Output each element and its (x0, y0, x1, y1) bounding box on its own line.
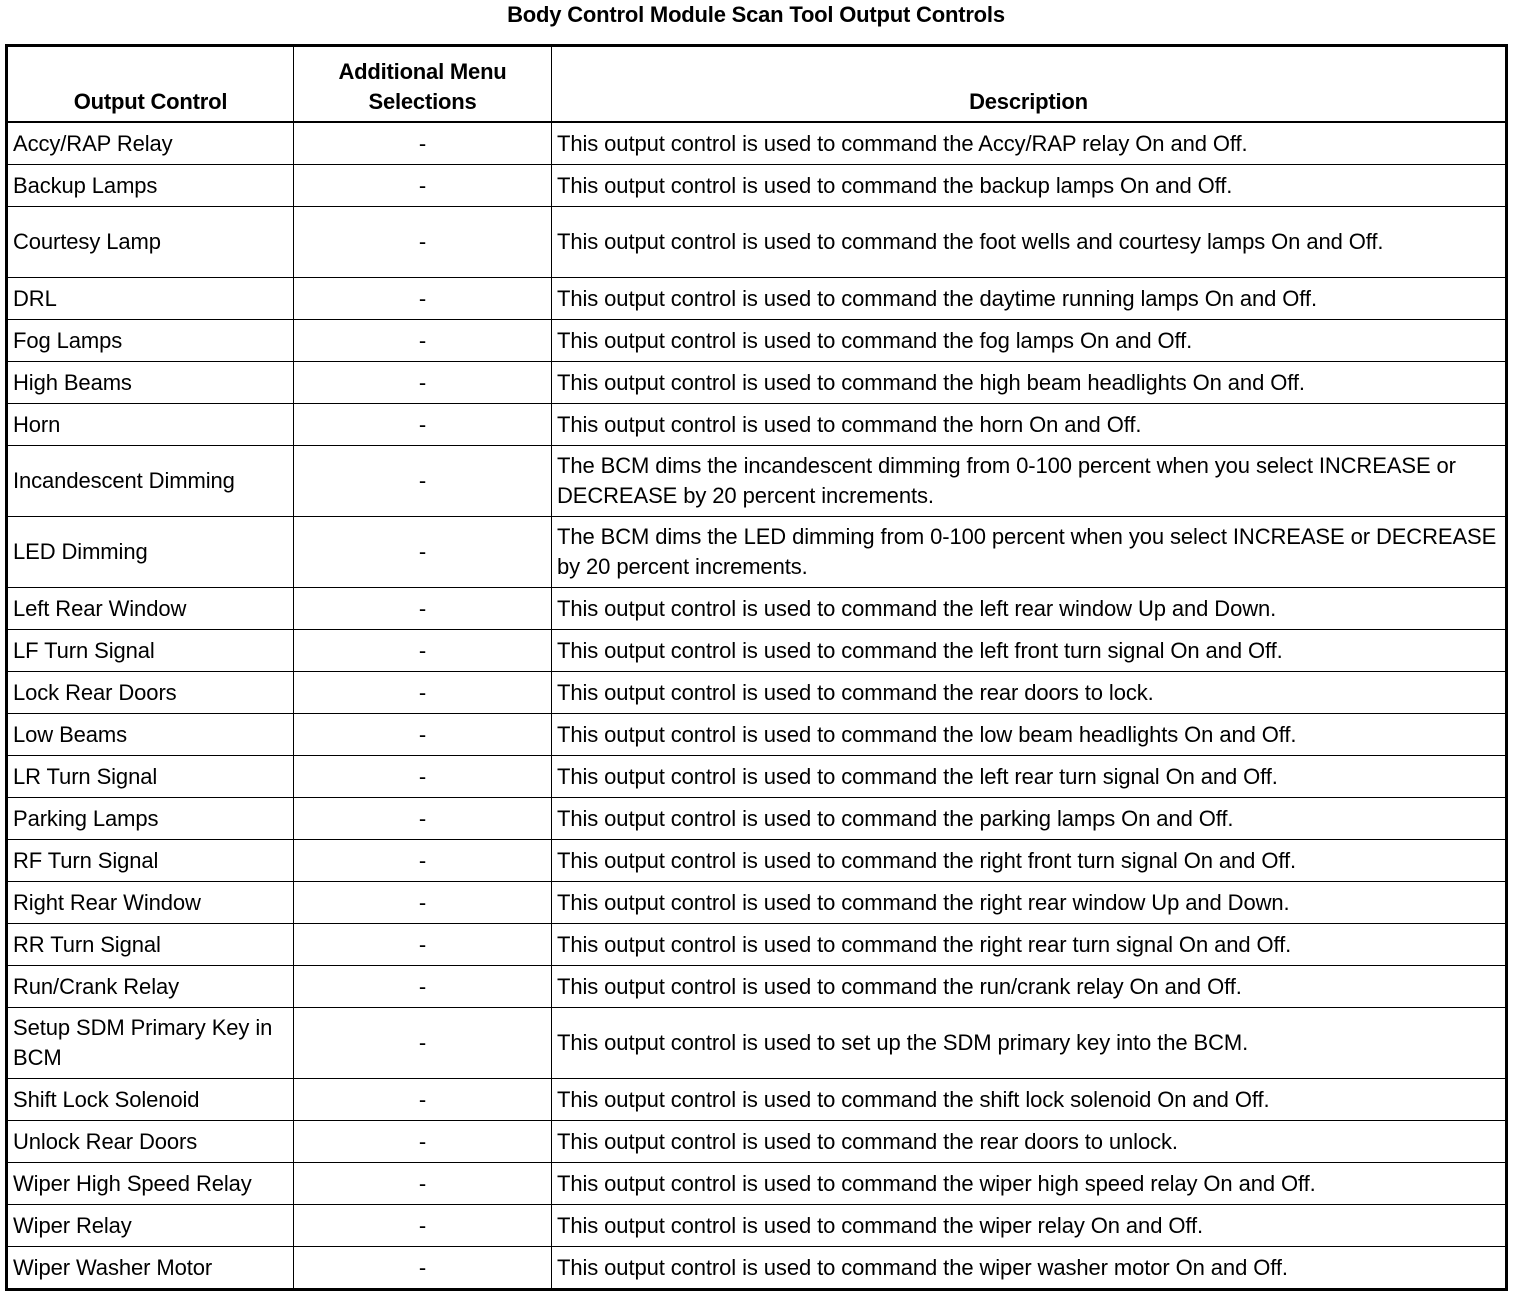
output-control-cell: Shift Lock Solenoid (7, 1079, 294, 1121)
description-cell: This output control is used to command the right rear window Up and Down. (552, 882, 1507, 924)
description-cell: This output control is used to command the right rear turn signal On and Off. (552, 924, 1507, 966)
table-row (7, 882, 1507, 924)
menu-selections-cell: - (294, 517, 552, 588)
table-row (7, 320, 1507, 362)
table-row (7, 1163, 1507, 1205)
description-cell: This output control is used to command the run/crank relay On and Off. (552, 966, 1507, 1008)
output-control-cell: Setup SDM Primary Key in BCM (7, 1008, 294, 1079)
menu-selections-cell: - (294, 1008, 552, 1079)
description-cell: This output control is used to command the horn On and Off. (552, 404, 1507, 446)
output-control-cell: Left Rear Window (7, 588, 294, 630)
description-cell: This output control is used to command the backup lamps On and Off. (552, 165, 1507, 207)
table-row (7, 588, 1507, 630)
menu-selections-cell: - (294, 1247, 552, 1290)
description-cell: This output control is used to command the low beam headlights On and Off. (552, 714, 1507, 756)
output-control-cell: Low Beams (7, 714, 294, 756)
output-control-cell: Wiper Washer Motor (7, 1247, 294, 1290)
table-row (7, 122, 1507, 165)
menu-selections-cell: - (294, 1121, 552, 1163)
table-row (7, 630, 1507, 672)
menu-selections-cell: - (294, 924, 552, 966)
table-row (7, 1205, 1507, 1247)
table-row (7, 362, 1507, 404)
description-cell: This output control is used to command the right front turn signal On and Off. (552, 840, 1507, 882)
menu-selections-cell: - (294, 966, 552, 1008)
output-control-cell: DRL (7, 278, 294, 320)
menu-selections-cell: - (294, 320, 552, 362)
table-row (7, 517, 1507, 588)
description-cell: This output control is used to command the left rear window Up and Down. (552, 588, 1507, 630)
menu-selections-cell: - (294, 122, 552, 165)
menu-selections-cell: - (294, 1163, 552, 1205)
output-control-cell: Horn (7, 404, 294, 446)
menu-selections-cell: - (294, 756, 552, 798)
table-header (7, 46, 1507, 123)
table-row (7, 1121, 1507, 1163)
output-control-cell: Wiper Relay (7, 1205, 294, 1247)
menu-selections-cell: - (294, 362, 552, 404)
table-row (7, 207, 1507, 278)
description-cell: This output control is used to command the daytime running lamps On and Off. (552, 278, 1507, 320)
description-cell: This output control is used to command the shift lock solenoid On and Off. (552, 1079, 1507, 1121)
table-row (7, 672, 1507, 714)
description-cell: This output control is used to command the wiper relay On and Off. (552, 1205, 1507, 1247)
menu-selections-cell: - (294, 165, 552, 207)
description-cell: This output control is used to set up the SDM primary key into the BCM. (552, 1008, 1507, 1079)
menu-selections-cell: - (294, 1079, 552, 1121)
menu-selections-cell: - (294, 588, 552, 630)
table-row (7, 840, 1507, 882)
description-cell: This output control is used to command the parking lamps On and Off. (552, 798, 1507, 840)
description-cell: This output control is used to command the rear doors to unlock. (552, 1121, 1507, 1163)
output-control-cell: Backup Lamps (7, 165, 294, 207)
menu-selections-cell: - (294, 840, 552, 882)
header-row (7, 46, 1507, 123)
output-control-cell: RF Turn Signal (7, 840, 294, 882)
menu-selections-cell: - (294, 446, 552, 517)
output-control-cell: Incandescent Dimming (7, 446, 294, 517)
table-row (7, 756, 1507, 798)
output-control-cell: LR Turn Signal (7, 756, 294, 798)
description-cell: The BCM dims the LED dimming from 0-100 percent when you select INCREASE or DECREASE by 20 percent increments. (552, 517, 1507, 588)
description-cell: This output control is used to command the left rear turn signal On and Off. (552, 756, 1507, 798)
output-control-cell: Run/Crank Relay (7, 966, 294, 1008)
output-control-cell: Unlock Rear Doors (7, 1121, 294, 1163)
table-row (7, 966, 1507, 1008)
table-row (7, 1247, 1507, 1290)
table-row (7, 278, 1507, 320)
table-row (7, 165, 1507, 207)
table-row (7, 714, 1507, 756)
description-cell: This output control is used to command the left front turn signal On and Off. (552, 630, 1507, 672)
description-cell: This output control is used to command the wiper high speed relay On and Off. (552, 1163, 1507, 1205)
table-row (7, 924, 1507, 966)
output-control-cell: LF Turn Signal (7, 630, 294, 672)
output-control-cell: Accy/RAP Relay (7, 122, 294, 165)
description-cell: This output control is used to command the foot wells and courtesy lamps On and Off. (552, 207, 1507, 278)
table-body (7, 122, 1507, 1290)
table-row (7, 1008, 1507, 1079)
menu-selections-cell: - (294, 278, 552, 320)
menu-selections-cell: - (294, 672, 552, 714)
table-row (7, 446, 1507, 517)
menu-selections-cell: - (294, 404, 552, 446)
output-control-cell: LED Dimming (7, 517, 294, 588)
table-title: Body Control Module Scan Tool Output Controls (507, 2, 1005, 27)
header-output-control: Output Control (7, 46, 294, 123)
description-cell: This output control is used to command the high beam headlights On and Off. (552, 362, 1507, 404)
description-cell: The BCM dims the incandescent dimming from 0-100 percent when you select INCREASE or DECREASE by 20 percent increments. (552, 446, 1507, 517)
menu-selections-cell: - (294, 1205, 552, 1247)
description-cell: This output control is used to command the wiper washer motor On and Off. (552, 1247, 1507, 1290)
header-description: Description (552, 46, 1507, 123)
menu-selections-cell: - (294, 798, 552, 840)
output-control-cell: Courtesy Lamp (7, 207, 294, 278)
table-row (7, 1079, 1507, 1121)
output-controls-table (5, 44, 1508, 1291)
menu-selections-cell: - (294, 630, 552, 672)
description-cell: This output control is used to command the Accy/RAP relay On and Off. (552, 122, 1507, 165)
output-control-cell: Right Rear Window (7, 882, 294, 924)
header-additional-menu-selections: Additional Menu Selections (294, 46, 552, 123)
description-cell: This output control is used to command the fog lamps On and Off. (552, 320, 1507, 362)
menu-selections-cell: - (294, 714, 552, 756)
table-row (7, 404, 1507, 446)
table-row (7, 798, 1507, 840)
output-control-cell: Fog Lamps (7, 320, 294, 362)
description-cell: This output control is used to command the rear doors to lock. (552, 672, 1507, 714)
menu-selections-cell: - (294, 882, 552, 924)
output-control-cell: High Beams (7, 362, 294, 404)
output-control-cell: Lock Rear Doors (7, 672, 294, 714)
output-control-cell: Parking Lamps (7, 798, 294, 840)
output-control-cell: RR Turn Signal (7, 924, 294, 966)
output-control-cell: Wiper High Speed Relay (7, 1163, 294, 1205)
menu-selections-cell: - (294, 207, 552, 278)
